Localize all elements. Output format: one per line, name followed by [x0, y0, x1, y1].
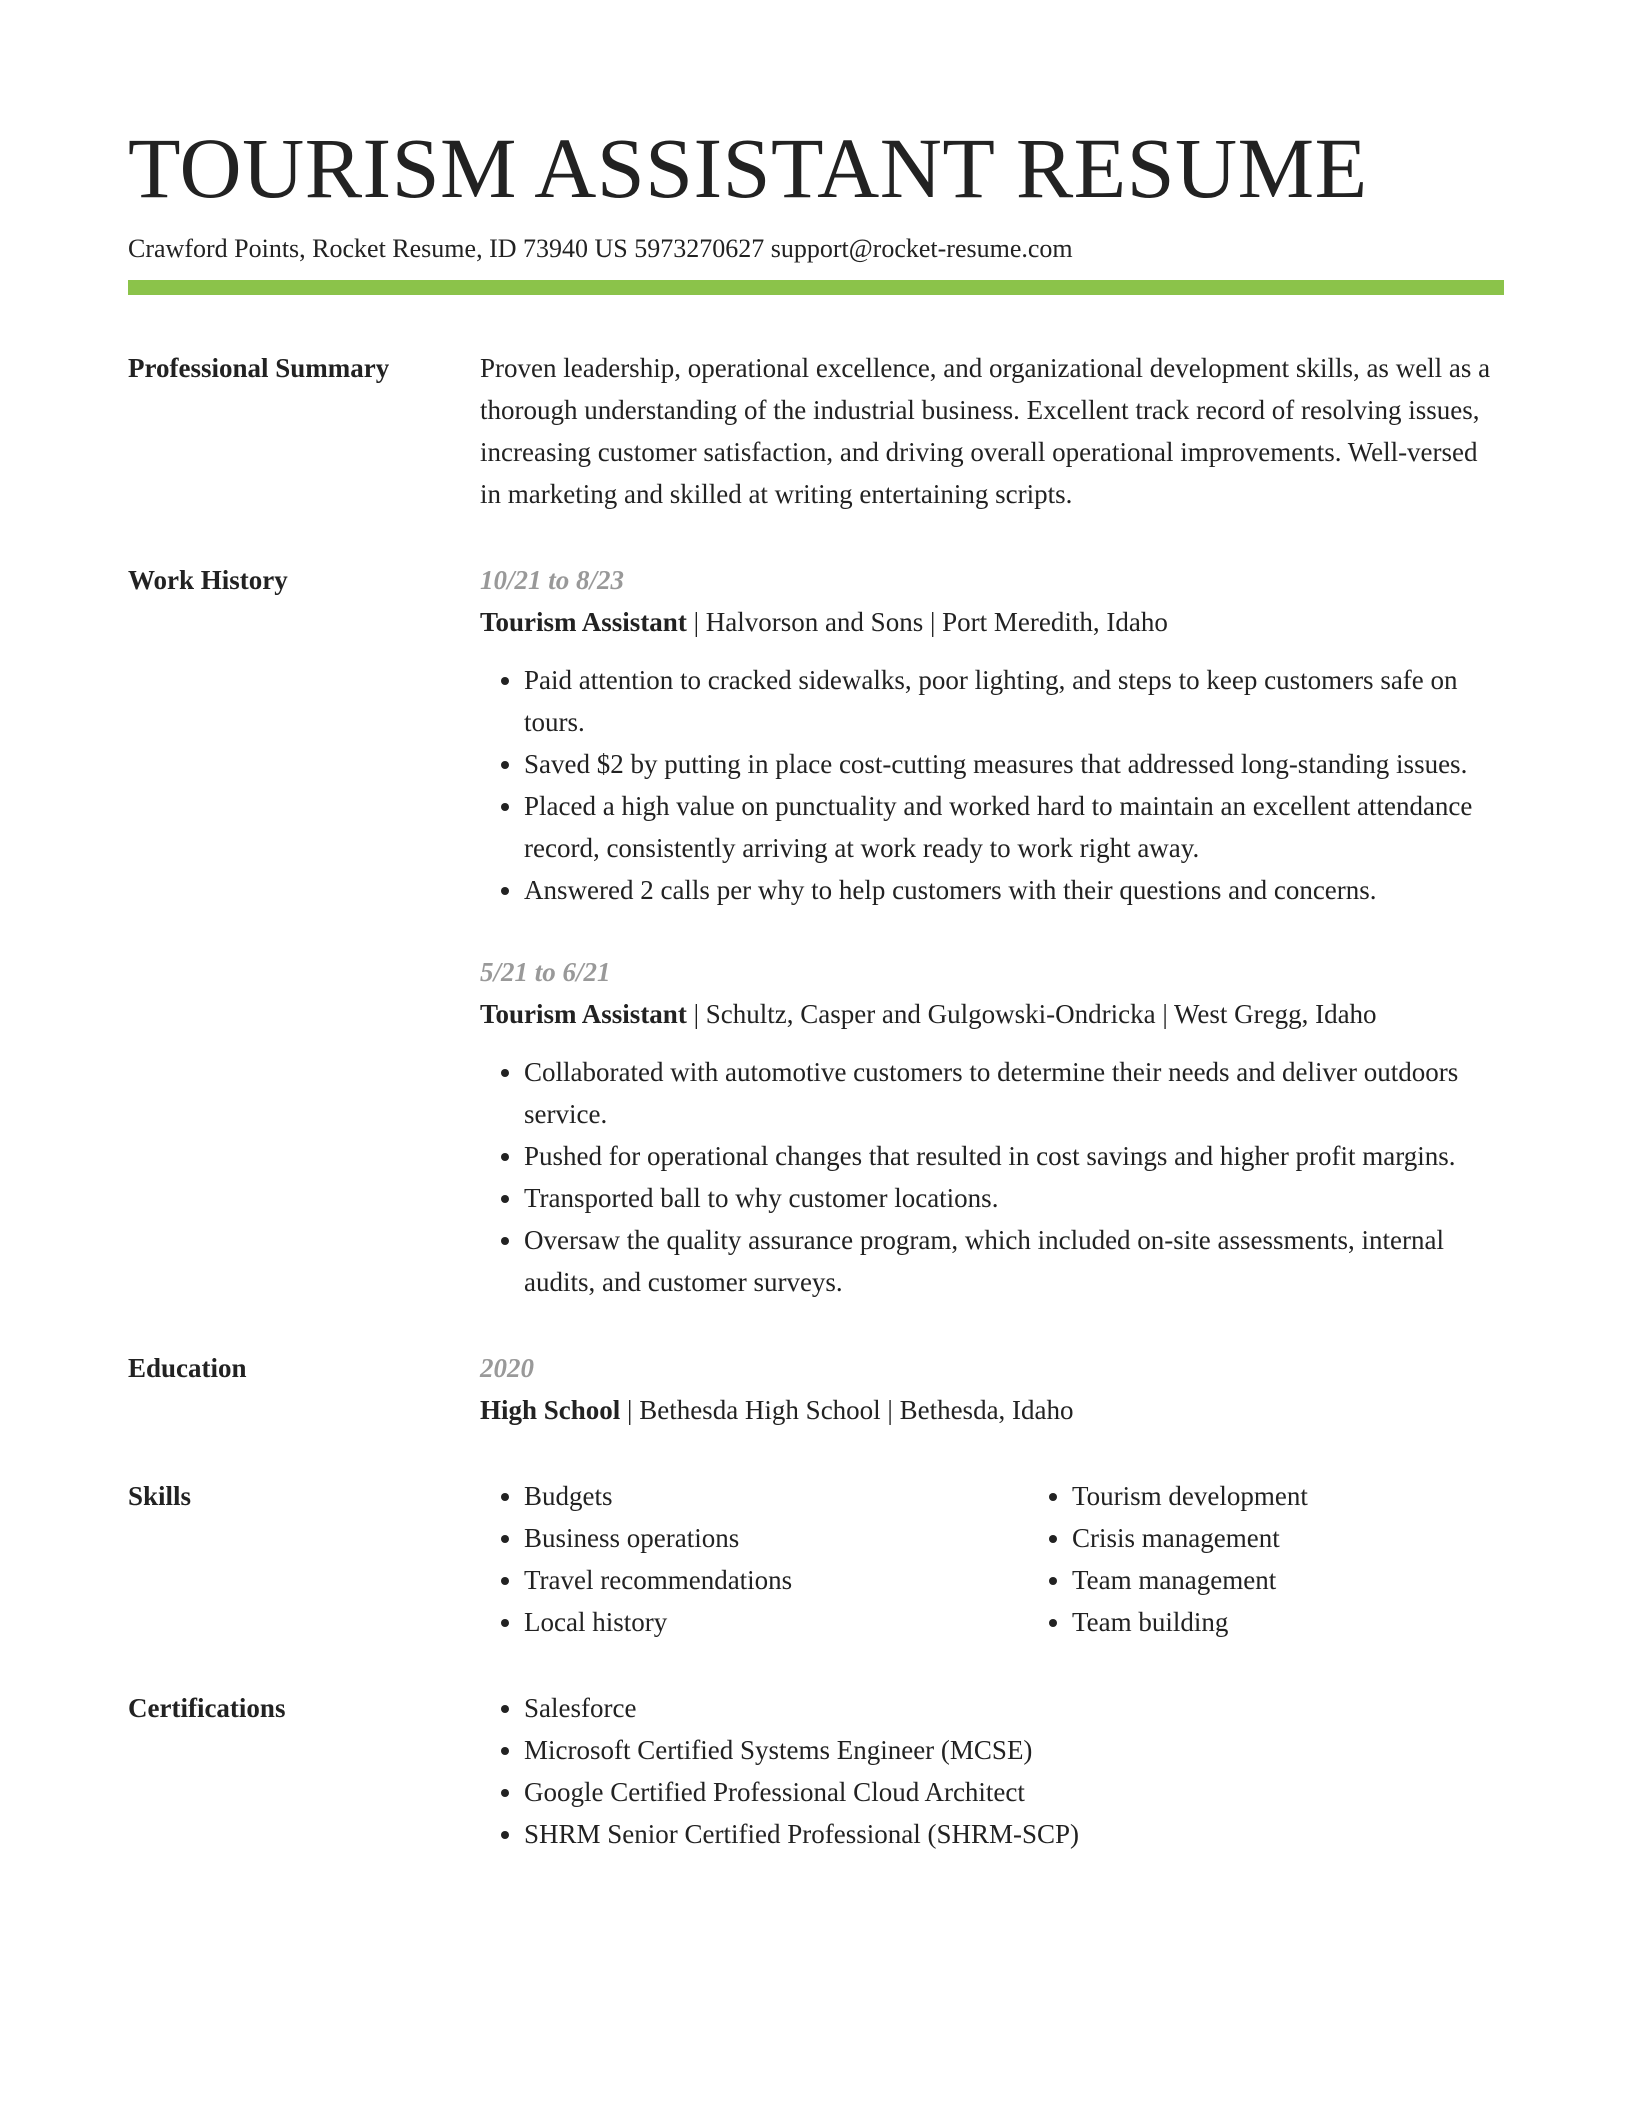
accent-divider	[128, 280, 1504, 295]
skill-item: • Budgets	[524, 1475, 1028, 1517]
skill-item: • Travel recommendations	[524, 1559, 1028, 1601]
education-degree: High School	[480, 1395, 621, 1425]
skills-grid	[480, 1475, 1576, 1643]
job-dates: 10/21 to 8/23	[480, 565, 625, 595]
certification-item: • Microsoft Certified Systems Engineer (MCSE)	[524, 1729, 1504, 1771]
list-item: • Paid attention to cracked sidewalks, poor lighting, and steps to keep customers safe on tours.	[524, 659, 1504, 743]
list-item: • Saved $2 by putting in place cost-cutting measures that addressed long-standing issues.	[524, 743, 1504, 785]
job-title: Tourism Assistant	[480, 607, 687, 637]
contact-line: Crawford Points, Rocket Resume, ID 73940 US 5973270627 support@rocket-resume.com	[128, 234, 1073, 263]
education-section	[128, 1347, 1504, 1431]
skill-item: • Team management	[1072, 1559, 1576, 1601]
job-dates: 5/21 to 6/21	[480, 957, 611, 987]
education-school-location: | Bethesda High School | Bethesda, Idaho	[620, 1395, 1074, 1425]
list-item: • Collaborated with automotive customers to determine their needs and deliver outdoors service.	[524, 1051, 1504, 1135]
list-item: • Transported ball to why customer locations.	[524, 1177, 1504, 1219]
summary-text: Proven leadership, operational excellence, and organizational development skills, as well as a thorough understanding of the industrial business. Excellent track record of resolving issues, increasing customer satisfaction, and driving overall operational improvements. Well-versed in marketing and skilled at writing entertaining scripts.	[480, 353, 1491, 509]
education-year: 2020	[480, 1353, 534, 1383]
job-role-line	[480, 601, 1504, 643]
work-history-section	[128, 559, 1504, 1303]
summary-section	[128, 347, 1504, 515]
skill-item: • Team building	[1072, 1601, 1576, 1643]
skills-list-left	[480, 1475, 1028, 1643]
list-item: • Oversaw the quality assurance program, which included on-site assessments, internal audits, and customer surveys.	[524, 1219, 1504, 1303]
job-entry	[480, 559, 1504, 911]
skill-item: • Tourism development	[1072, 1475, 1576, 1517]
section-heading-education: Education	[128, 1353, 247, 1383]
job-bullets	[480, 659, 1504, 911]
certification-item: • Google Certified Professional Cloud Architect	[524, 1771, 1504, 1813]
certification-item: • Salesforce	[524, 1687, 1504, 1729]
section-heading-summary: Professional Summary	[128, 353, 390, 383]
certifications-list	[480, 1687, 1504, 1855]
certification-item: • SHRM Senior Certified Professional (SHRM-SCP)	[524, 1813, 1504, 1855]
section-heading-skills: Skills	[128, 1481, 192, 1511]
list-item: • Answered 2 calls per why to help customers with their questions and concerns.	[524, 869, 1504, 911]
list-item: • Pushed for operational changes that resulted in cost savings and higher profit margins.	[524, 1135, 1504, 1177]
skills-section	[128, 1475, 1504, 1643]
job-title: Tourism Assistant	[480, 999, 687, 1029]
job-employer-location: | Schultz, Casper and Gulgowski-Ondricka | West Gregg, Idaho	[686, 999, 1377, 1029]
education-line	[480, 1389, 1504, 1431]
job-role-line	[480, 993, 1504, 1035]
skill-item: • Local history	[524, 1601, 1028, 1643]
job-bullets	[480, 1051, 1504, 1303]
skills-list-right	[1028, 1475, 1576, 1643]
section-heading-certifications: Certifications	[128, 1693, 286, 1723]
job-employer-location: | Halvorson and Sons | Port Meredith, Idaho	[686, 607, 1168, 637]
skill-item: • Business operations	[524, 1517, 1028, 1559]
resume-page	[128, 118, 1504, 1855]
certifications-section	[128, 1687, 1504, 1855]
section-heading-work-history: Work History	[128, 565, 288, 595]
job-entry	[480, 951, 1504, 1303]
list-item: • Placed a high value on punctuality and worked hard to maintain an excellent attendance record, consistently arriving at work ready to work right away.	[524, 785, 1504, 869]
resume-title: TOURISM ASSISTANT RESUME	[128, 120, 1368, 216]
skill-item: • Crisis management	[1072, 1517, 1576, 1559]
